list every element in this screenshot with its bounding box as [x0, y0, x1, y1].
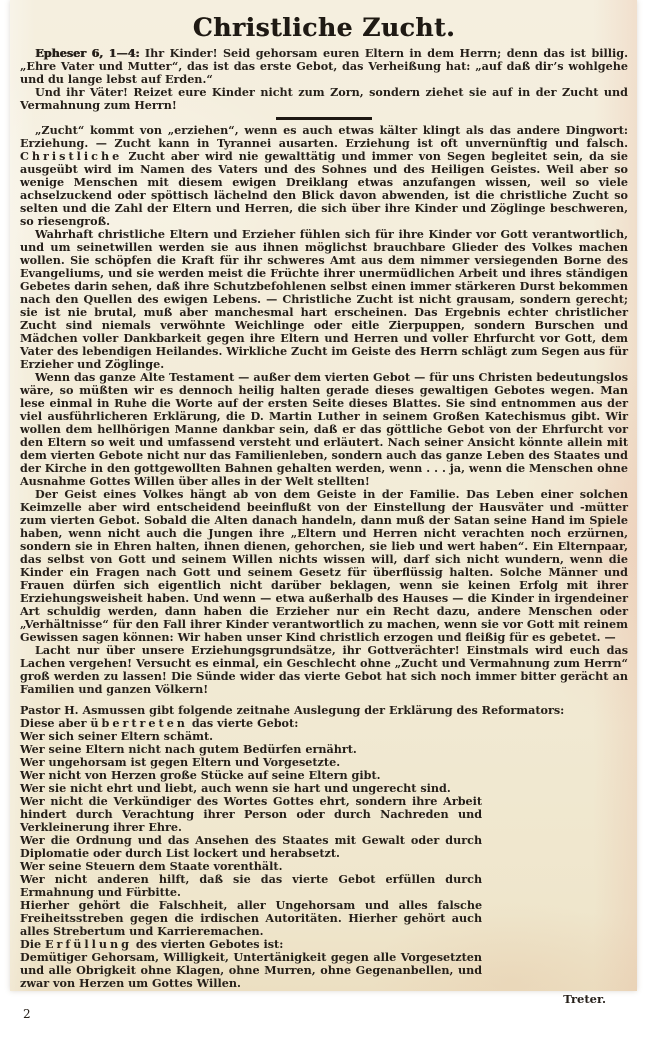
- transgression-item: Wer sich seiner Eltern schämt.: [20, 728, 214, 743]
- paragraph-epheser-quote: [20, 47, 628, 86]
- transgression-item: Wer die Ordnung und das Ansehen des Staates mit Gewalt oder durch Diplomatie oder durch List lockert und herabsetzt.: [20, 832, 483, 860]
- emphasized-word: Erfüllung: [44, 936, 132, 951]
- transgression-item: Wer sie nicht ehrt und liebt, auch wenn sie hart und ungerecht sind.: [20, 780, 451, 795]
- heading-text: des vierten Gebotes ist:: [135, 936, 284, 951]
- transgression-item: Hierher gehört die Falschheit, aller Ungehorsam und alles falsche Freiheitsstreben gegen die irdischen Autoritäten. Hierher gehört auch alles Strebertum und Karrieremachen.: [20, 897, 483, 938]
- paragraph-text: „Zucht“ kommt von „erziehen“, wenn es auch etwas kälter klingt als das andere Dingwort: Erziehung. — Zucht kann in Tyrannei ausarten. Erziehung ist oft unvernünftig und falsch.: [20, 122, 628, 150]
- paragraph-vaeter-quote: Und ihr Väter! Reizet eure Kinder nicht zum Zorn, sondern ziehet sie auf in der Zucht und Vermahnung zum Herrn!: [20, 85, 628, 112]
- transgression-item: Wer nicht die Verkündiger des Wortes Gottes ehrt, sondern ihre Arbeit hindert durch Verachtung ihrer Person oder durch Nachreden und Verkleinerung ihrer Ehre.: [20, 793, 483, 834]
- paragraph-gottveraechter: Lacht nur über unsere Erziehungsgrundsätze, ihr Gottverächter! Einstmals wird euch das Lachen vergehen! Versucht es einmal, ein Geschlecht ohne „Zucht und Vermahnung zum Herrn“ groß werden zu lassen! Die Sünde wider das vierte Gebot hat sich noch immer bitter gerächt an Familien und ganzen Völkern!: [20, 642, 628, 696]
- fulfillment-heading: [20, 938, 628, 951]
- transgression-item: Wer nicht von Herzen große Stücke auf seine Eltern gibt.: [20, 767, 381, 782]
- text-column: [10, 13, 637, 1021]
- scripture-text: Ihr Kinder! Seid gehorsam euren Eltern in dem Herrn; denn das ist billig. „Ehre Vater und Mutter“, das ist das erste Gebot, das Verheißung hat: „auf daß dir’s wohlgehe und du lange lebst auf Erden.“: [20, 46, 628, 86]
- paragraph-text: Zucht aber wird nie gewalttätig und immer von Segen begleitet sein, da sie ausgeübt wird im Namen des Vaters und des Sohnes und des Heiligen Geistes. Weil aber so wenige Menschen mit diesem ewigen Dreiklang etwas anzufangen wissen, weil so viele achselzuckend oder spöttisch lächelnd den Blick davon abwenden, ist die christliche Zucht so selten und die Zahl der Eltern und Herren, die sich über ihre Kinder und Zöglinge beschweren, so riesengroß.: [20, 148, 628, 228]
- heading-text: Diese aber: [20, 715, 87, 730]
- scripture-reference: Epheser 6, 1—4:: [35, 46, 140, 60]
- asmussen-intro: Pastor H. Asmussen gibt folgende zeitnahe Auslegung der Erklärung des Reformators:: [20, 702, 565, 717]
- page-number: 2: [23, 1006, 31, 1021]
- paragraph-zucht-definition: [20, 124, 628, 228]
- asmussen-section: [20, 704, 628, 990]
- transgression-item: Wer seine Eltern nicht nach gutem Bedürfen ernährt.: [20, 741, 357, 756]
- transgression-item: Wer nicht anderen hilft, daß sie das vierte Gebot erfüllen durch Ermahnung und Fürbitte.: [20, 871, 483, 899]
- fulfillment-text: Demütiger Gehorsam, Willigkeit, Untertänigkeit gegen alle Vorgesetzten und alle Obrigkeit ohne Klagen, ohne Murren, ohne Gegenanbellen, und zwar von Herzen um Gottes Willen.: [20, 949, 483, 990]
- page-title: Christliche Zucht.: [192, 13, 456, 42]
- heading-text: Die: [20, 936, 42, 951]
- scanned-page: [10, 0, 637, 1021]
- transgression-item: Wer ungehorsam ist gegen Eltern und Vorgesetzte.: [20, 754, 341, 769]
- author-signature: Treter.: [563, 991, 606, 1006]
- heading-text: das vierte Gebot:: [191, 715, 299, 730]
- transgression-item: Wer seine Steuern dem Staate vorenthält.: [20, 858, 283, 873]
- paragraph-old-testament: Wenn das ganze Alte Testament — außer dem vierten Gebot — für uns Christen bedeutungslos wäre, so müßten wir es dennoch heilig halten gerade dieses gewaltigen Gebotes wegen. Man lese einmal in Ruhe die Worte auf der ersten Seite dieses Blattes. Sie sind entnommen aus der viel ausführlicheren Erklärung, die D. Martin Luther in seinem Großen Katechismus gibt. Wir wollen dem hellhörigen Manne dankbar sein, daß er das göttliche Gebot von der Ehrfurcht vor den Eltern so weit und umfassend versteht und erläutert. Nach seiner Ansicht könnte allein mit dem vierten Gebote nicht nur das Familienleben, sondern auch das ganze Leben des Staates und der Kirche in den gottgewollten Bahnen gehalten werden, wenn . . . ja, wenn die Menschen ohne Ausnahme Gottes Willen über alles in der Welt stellten!: [20, 369, 628, 488]
- emphasized-word: übertreten: [90, 715, 188, 730]
- paragraph-christian-parents: Wahrhaft christliche Eltern und Erzieher fühlen sich für ihre Kinder vor Gott verantwortlich, und um seinetwillen werden sie aus ihnen möglichst brauchbare Glieder des Volkes machen wollen. Sie schöpfen die Kraft für ihr schweres Amt aus dem nimmer versiegenden Borne des Evangeliums, und sie werden meist die Früchte ihrer unermüdlichen Arbeit und ihres ständigen Gebetes darin sehen, daß ihre Schutzbefohlenen selbst einen immer stärkeren Durst bekommen nach den Quellen des ewigen Lebens. — Christliche Zucht ist nicht grausam, sondern gerecht; sie ist nie brutal, muß aber manchesmal hart erscheinen. Das Ergebnis echter christlicher Zucht sind niemals verwöhnte Weichlinge oder eitle Zierpuppen, sondern Burschen und Mädchen voller Dankbarkeit gegen ihre Eltern und Herren und voller Ehrfurcht vor Gott, dem Vater des lebendigen Heilandes. Wirkliche Zucht im Geiste des Herrn schlägt zum Segen aus für Erzieher und Zöglinge.: [20, 226, 628, 371]
- section-divider: [276, 117, 372, 120]
- transgressions-heading: [20, 717, 628, 730]
- emphasized-word: Christliche: [20, 148, 123, 163]
- paragraph-volk-geist: Der Geist eines Volkes hängt ab von dem Geiste in der Familie. Das Leben einer solchen Keimzelle aber wird entscheidend beeinflußt von der Einstellung der Hausväter und -mütter zum vierten Gebot. Sobald die Alten danach handeln, dann muß der Satan seine Hand im Spiele haben, wenn nicht auch die Jungen ihre „Eltern und Herren nicht verachten noch erzürnen, sondern sie in Ehren halten, ihnen dienen, gehorchen, sie lieb und wert haben“. Ein Elternpaar, das selbst von Gott und seinem Willen nichts wissen will, darf sich nicht wundern, wenn die Kinder ein Fragen nach Gott und seinem Gesetz für überflüssig halten. Solche Männer und Frauen dürfen sich eigentlich nicht darüber beklagen, wenn sie keinen Erfolg mit ihrer Erziehungsweisheit haben. Und wenn — etwa außerhalb des Hauses — die Kinder in irgendeiner Art schuldig werden, dann haben die Erzieher nur ein Recht dazu, andere Menschen oder „Verhältnisse“ für den Fall ihrer Kinder verantwortlich zu machen, wenn sie vor Gott mit reinem Gewissen sagen können: Wir haben unser Kind christlich erzogen und fleißig für es gebetet. —: [20, 486, 628, 644]
